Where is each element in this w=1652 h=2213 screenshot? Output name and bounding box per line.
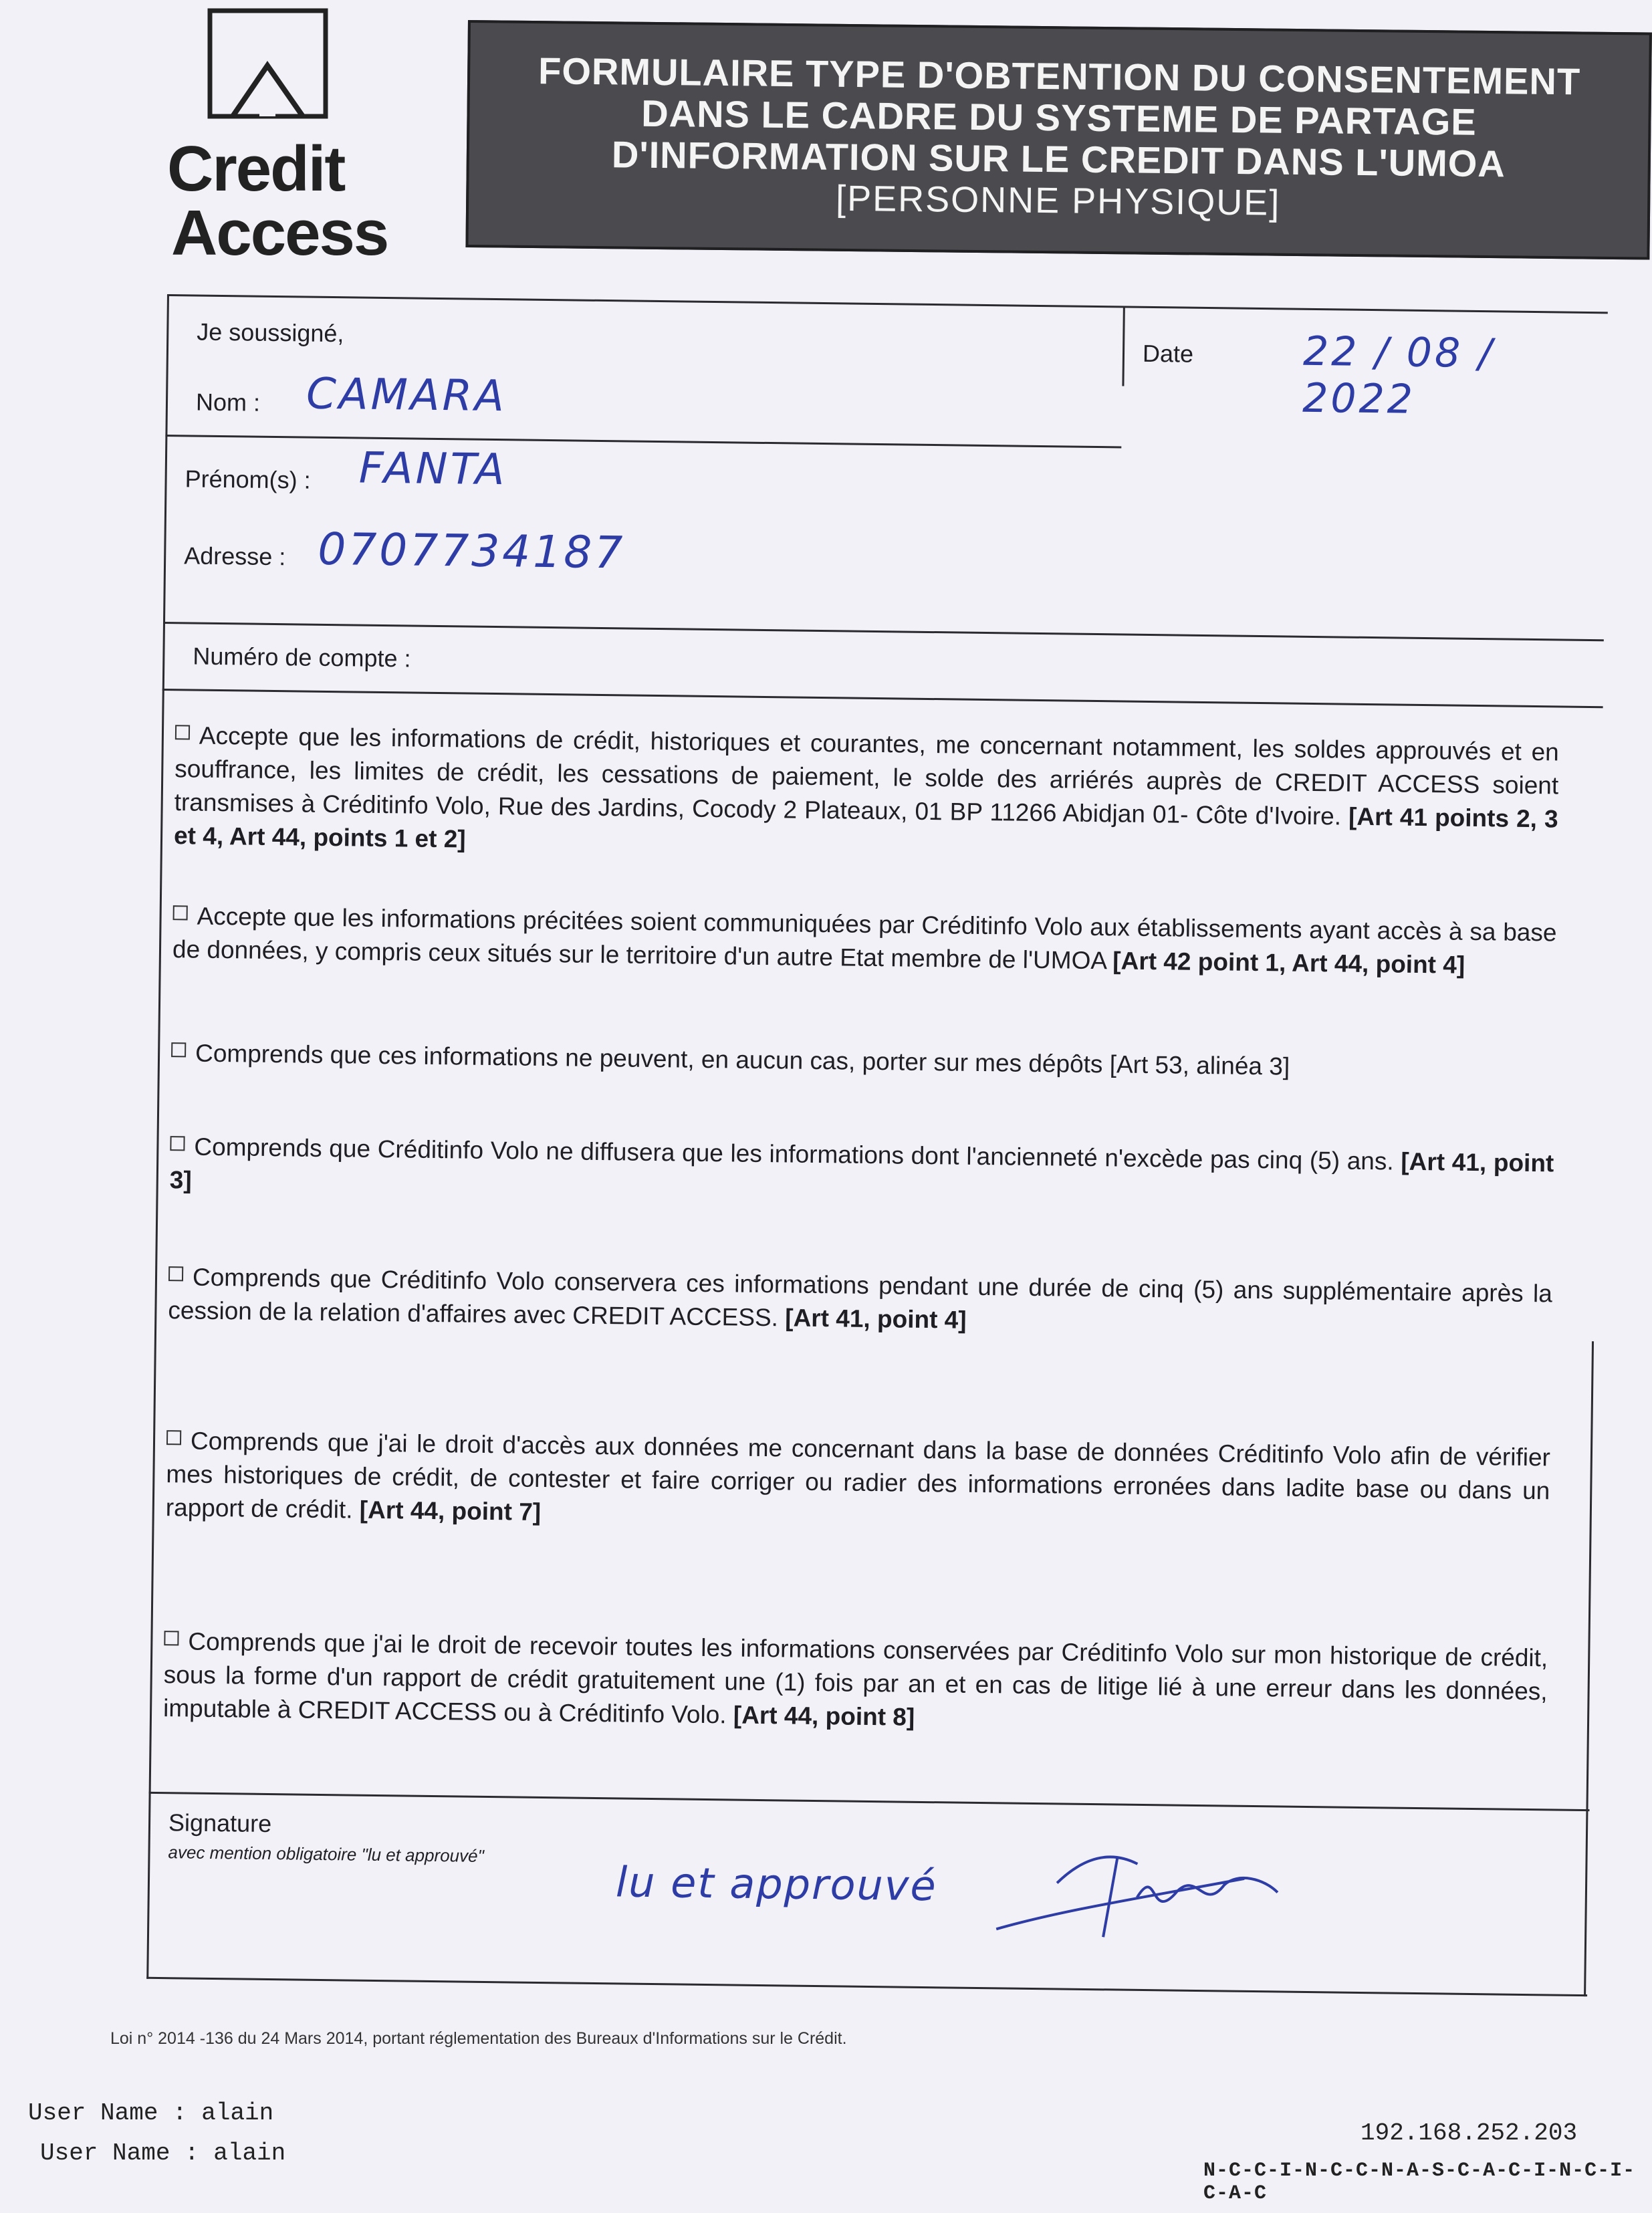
ip-address: 192.168.252.203 [1361,2119,1578,2147]
form-border-bottom [146,1977,1587,1996]
form-border-left [146,294,169,1979]
banner-title-line-3: D'INFORMATION SUR LE CREDIT DANS L'UMOA [611,133,1506,185]
prenom-field[interactable]: FANTA [358,443,507,495]
company-logo-text [167,133,388,269]
row-separator [162,689,1603,708]
row-separator [149,1792,1590,1811]
consent-clause-2: Accepte que les informations précitées soient communiquées par Créditinfo Volo aux établissements ayant accès à sa base de données, y compris ceux situés sur le territoire d'un autre Etat membre de l'UMOA [Art 42 point 1, Art 44, point 4] [172,902,1557,979]
form-border-right [1584,1341,1594,1996]
adresse-label: Adresse : [183,542,286,571]
adresse-field[interactable]: 0707734187 [317,523,626,579]
form-border-top [167,294,1608,314]
checkbox[interactable] [168,1266,183,1281]
consent-clause-1: Accepte que les informations de crédit, historiques et courantes, me concernant notamment, les soldes approuvés et en souffrance, les limites de crédit, les cessations de paiement, le solde des arriérés auprès de CREDIT ACCESS soient transmises à Créditinfo Volo, Rue des Jardins, Cocody 2 Plateaux, 01 BP 11266 Abidjan 01- Côte d'Ivoire. [Art 41 points 2, 3 et 4, Art 44, points 1 et 2] [173,721,1560,853]
banner-title-line-4: [PERSONNE PHYSIQUE] [835,178,1281,223]
signature-scribble-icon [983,1835,1292,1953]
banner-title-line-2: DANS LE CADRE DU SYSTEME DE PARTAGE [640,92,1478,143]
form-title-banner [465,20,1651,260]
consent-form [146,294,1608,1996]
law-reference: Loi n° 2014 -136 du 24 Mars 2014, portant réglementation des Bureaux d'Informations sur le Crédit. [110,2029,847,2048]
signature-note: avec mention obligatoire "lu et approuvé" [168,1842,484,1866]
date-field[interactable]: 22 / 08 / 2022 [1302,328,1495,423]
nom-field[interactable]: CAMARA [306,369,507,422]
signature-label: Signature [168,1809,272,1838]
banner-title-line-1: FORMULAIRE TYPE D'OBTENTION DU CONSENTEMENT [538,49,1581,103]
checkbox[interactable] [175,725,190,739]
checkbox[interactable] [171,1042,186,1057]
handwritten-approval: lu et approuvé [615,1857,938,1911]
consent-clause-3: Comprends que ces informations ne peuvent, en aucun cas, porter sur mes dépôts [Art 53, alinéa 3] [171,1036,1555,1086]
numero-compte-label: Numéro de compte : [193,642,411,673]
je-soussigne-label: Je soussigné, [197,318,344,348]
checkbox[interactable] [164,1631,179,1645]
consent-clause-6: Comprends que j'ai le droit d'accès aux données me concernant dans la base de données Créditinfo Volo afin de vérifier mes historiques de crédit, de contester et faire corriger ou radier des informations erronées dans ladite base ou dans un rapport de crédit. [Art 44, point 7] [165,1427,1551,1526]
prenom-label: Prénom(s) : [185,465,311,494]
date-divider [1122,306,1125,386]
user-name-line-1: User Name : alain [28,2099,274,2127]
consent-clause-5: Comprends que Créditinfo Volo conservera ces informations pendant une durée de cinq (5) ans supplémentaire après la cession de la relation d'affaires avec CREDIT ACCESS. [Art 41, point 4] [168,1263,1553,1334]
date-label: Date [1142,339,1194,368]
consent-clause-4: Comprends que Créditinfo Volo ne diffusera que les informations dont l'ancienneté n'excède pas cinq (5) ans. [Art 41, point 3] [169,1133,1554,1194]
scan-code: N-C-C-I-N-C-C-N-A-S-C-A-C-I-N-C-I-C-A-C [1203,2160,1636,2205]
user-name-line-2: User Name : alain [40,2139,286,2167]
checkbox[interactable] [170,1136,185,1151]
checkbox[interactable] [173,905,188,920]
row-separator [165,435,1121,448]
logo-line-1: Credit [167,133,345,205]
checkbox[interactable] [166,1430,181,1445]
logo-line-2: Access [171,197,388,269]
row-separator [163,622,1604,641]
consent-clause-7: Comprends que j'ai le droit de recevoir toutes les informations conservées par Créditinfo Volo sur mon historique de crédit, sous la forme d'un rapport de crédit gratuitement une (1) fois par an et en cas de litige lié à une erreur dans les données, imputable à CREDIT ACCESS ou à Créditinfo Volo. [Art 44, point 8] [162,1627,1548,1731]
nom-label: Nom : [195,388,261,417]
credit-access-logo-icon [206,7,330,120]
